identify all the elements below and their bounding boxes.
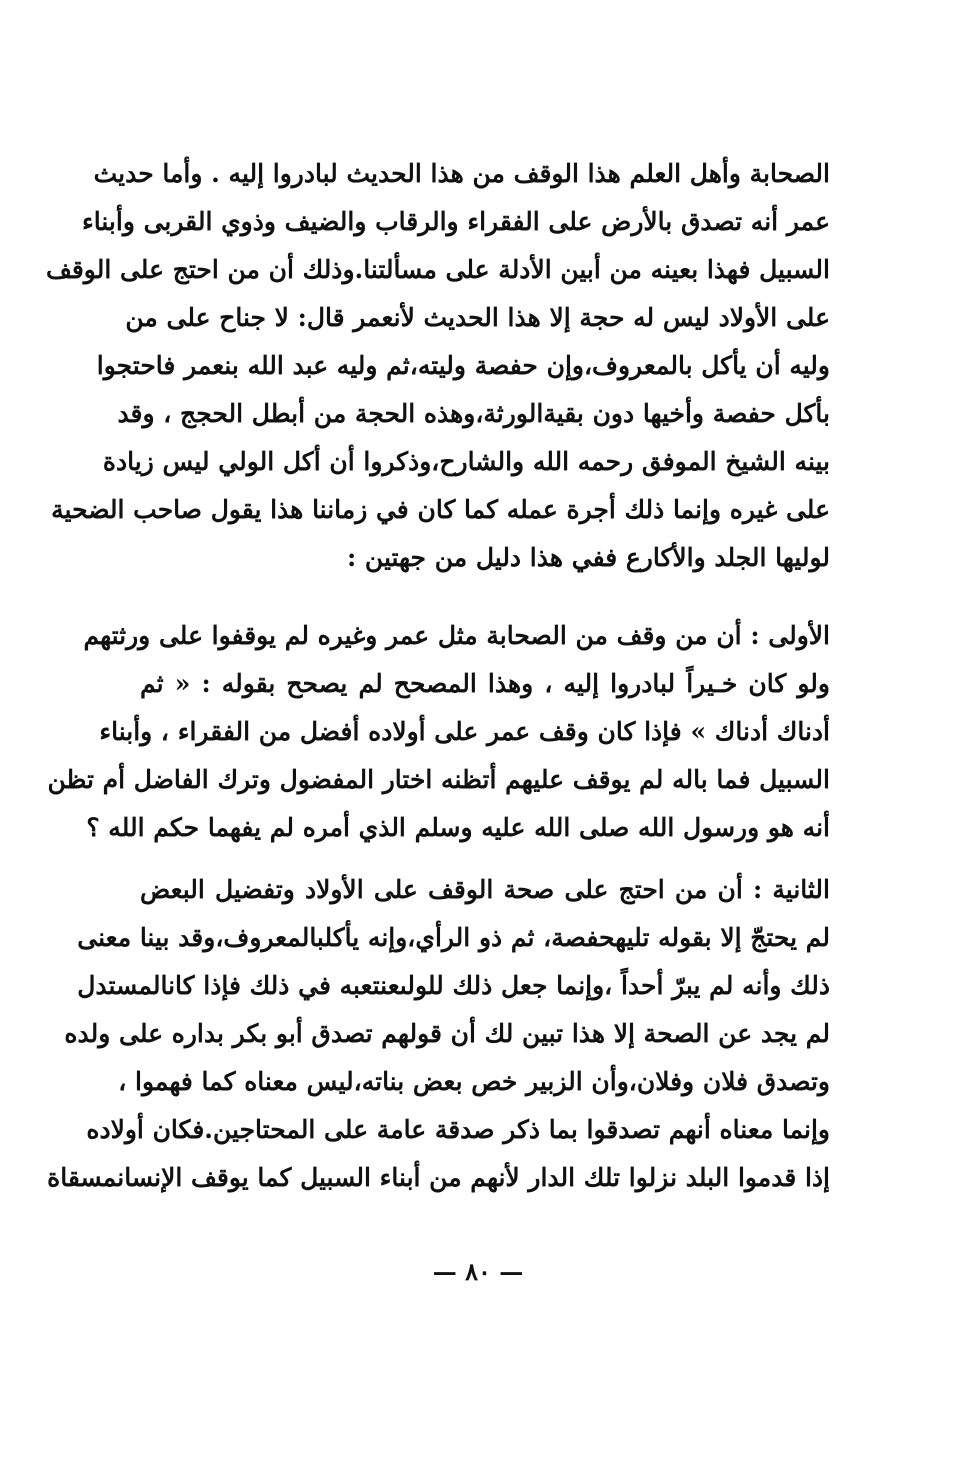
paragraph-2 <box>47 612 830 852</box>
text-line: وتصدق فلان وفلان،وأن الزبير خص بعض بناته،ليس معناه كما فهموا ، <box>118 1067 830 1096</box>
text-line: السبيل فهذا بعينه من أبين الأدلة على مسألتنا.وذلك أن من احتج على الوقف <box>45 255 830 284</box>
text-line: على غيره وإنما ذلك أجرة عمله كما كان في زماننا هذا يقول صاحب الضحية <box>51 495 830 524</box>
text-line: على الأولاد ليس له حجة إلا هذا الحديث لأنعمر قال: لا جناح على من <box>125 303 830 332</box>
text-line: إذا قدموا البلد نزلوا تلك الدار لأنهم من أبناء السبيل كما يوقف الإنسانمسقاة <box>47 1163 830 1192</box>
text-line: وليه أن يأكل بالمعروف،وإن حفصة وليته،ثم وليه عبد الله بنعمر فاحتجوا <box>96 351 830 380</box>
text-line: بينه الشيخ الموفق رحمه الله والشارح،وذكروا أن أكل الولي ليس زيادة <box>102 447 830 476</box>
text-line: لم يحتجّ إلا بقوله تليهحفصة، ثم ذو الرأي،وإنه يأكلبالمعروف،وقد بينا معنى <box>77 923 830 952</box>
text-line: لوليها الجلد والأكارع ففي هذا دليل من جهتين : <box>346 543 830 572</box>
text-line: ذلك وأنه لم يبرّ أحداً ،وإنما جعل ذلك للولىعنتعبه في ذلك فإذا كانالمستدل <box>77 971 830 1000</box>
page-number: — ٨٠ — <box>432 1257 524 1286</box>
text-line: الأولى : أن من وقف من الصحابة مثل عمر وغيره لم يوقفوا على ورثتهم <box>83 621 830 650</box>
text-line: أنه هو ورسول الله صلى الله عليه وسلم الذي أمره لم يفهما حكم الله ؟ <box>86 813 830 842</box>
text-line: السبيل فما باله لم يوقف عليهم أتظنه اختار المفضول وترك الفاضل أم تظن <box>47 765 830 794</box>
text-line: وإنما معناه أنهم تصدقوا بما ذكر صدقة عامة على المحتاجين.فكان أولاده <box>86 1115 830 1144</box>
text-line: الثانية : أن من احتج على صحة الوقف على الأولاد وتفضيل البعض <box>140 875 830 904</box>
text-line: أدناك أدناك » فإذا كان وقف عمر على أولاده أفضل من الفقراء ، وأبناء <box>99 717 830 746</box>
paragraph-1 <box>45 150 830 582</box>
text-line: عمر أنه تصدق بالأرض على الفقراء والرقاب والضيف وذوي القربى وأبناء <box>82 207 830 236</box>
text-line: ولو كان خـيراً لبادروا إليه ، وهذا المصحح لم يصحح بقوله : « ثم <box>140 669 830 698</box>
text-line: لم يجد عن الصحة إلا هذا تبين لك أن قولهم تصدق أبو بكر بداره على ولده <box>64 1019 830 1048</box>
paragraph-3 <box>47 866 830 1202</box>
text-line: الصحابة وأهل العلم هذا الوقف من هذا الحديث لبادروا إليه . وأما حديث <box>93 159 830 188</box>
text-line: بأكل حفصة وأخيها دون بقيةالورثة،وهذه الحجة من أبطل الحجج ، وقد <box>117 399 830 428</box>
